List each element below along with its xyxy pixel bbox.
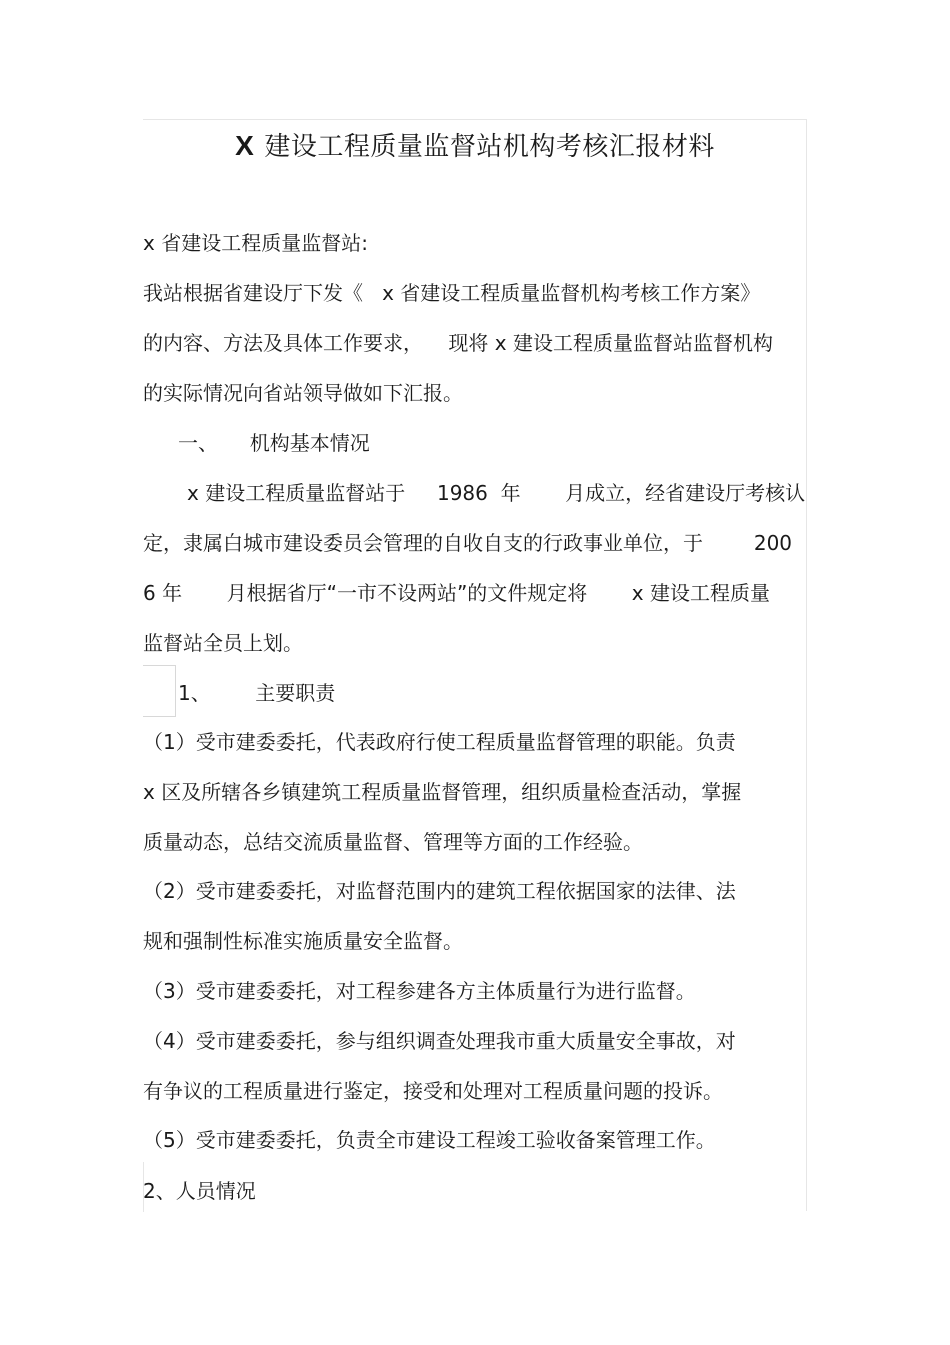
duty-item: （2）受市建委委托，对监督范围内的建筑工程依据国家的法律、法 [143, 879, 736, 903]
page-border-top [143, 119, 807, 120]
section-heading: 一、 机构基本情况 [178, 431, 370, 455]
addressee-line: x 省建设工程质量监督站: [143, 231, 368, 255]
paragraph-line: 的内容、方法及具体工作要求， 现将 x 建设工程质量监督站监督机构 [143, 331, 773, 355]
page-border-right [806, 119, 807, 1211]
margin-box [143, 665, 176, 717]
paragraph-line: x 建设工程质量监督站于 1986 年 月成立，经省建设厅考核认 [187, 481, 806, 505]
duty-item: （5）受市建委委托，负责全市建设工程竣工验收备案管理工作。 [143, 1128, 716, 1152]
duty-item: （3）受市建委委托，对工程参建各方主体质量行为进行监督。 [143, 979, 696, 1003]
title-main: 建设工程质量监督站机构考核汇报材料 [264, 132, 715, 162]
subsection-heading: 2、人员情况 [143, 1179, 256, 1203]
paragraph-line: x 区及所辖各乡镇建筑工程质量监督管理，组织质量检查活动，掌握 [143, 780, 742, 804]
document-title [0, 128, 950, 165]
paragraph-line: 监督站全员上划。 [143, 631, 303, 655]
paragraph-line: 6 年 月根据省厅“一市不设两站”的文件规定将 x 建设工程质量 [143, 581, 771, 605]
paragraph-line: 的实际情况向省站领导做如下汇报。 [143, 381, 463, 405]
paragraph-line: 定，隶属白城市建设委员会管理的自收自支的行政事业单位，于 200 [143, 531, 793, 555]
subsection-heading: 1、 主要职责 [178, 681, 336, 705]
duty-item: （1）受市建委委托，代表政府行使工程质量监督管理的职能。负责 [143, 730, 736, 754]
duty-item: （4）受市建委委托，参与组织调查处理我市重大质量安全事故，对 [143, 1029, 736, 1053]
paragraph-line: 规和强制性标准实施质量安全监督。 [143, 929, 463, 953]
paragraph-line: 质量动态，总结交流质量监督、管理等方面的工作经验。 [143, 830, 643, 854]
title-prefix: X [235, 130, 255, 161]
paragraph-line: 有争议的工程质量进行鉴定，接受和处理对工程质量问题的投诉。 [143, 1079, 723, 1103]
paragraph-line: 我站根据省建设厅下发《 x 省建设工程质量监督机构考核工作方案》 [143, 281, 761, 305]
